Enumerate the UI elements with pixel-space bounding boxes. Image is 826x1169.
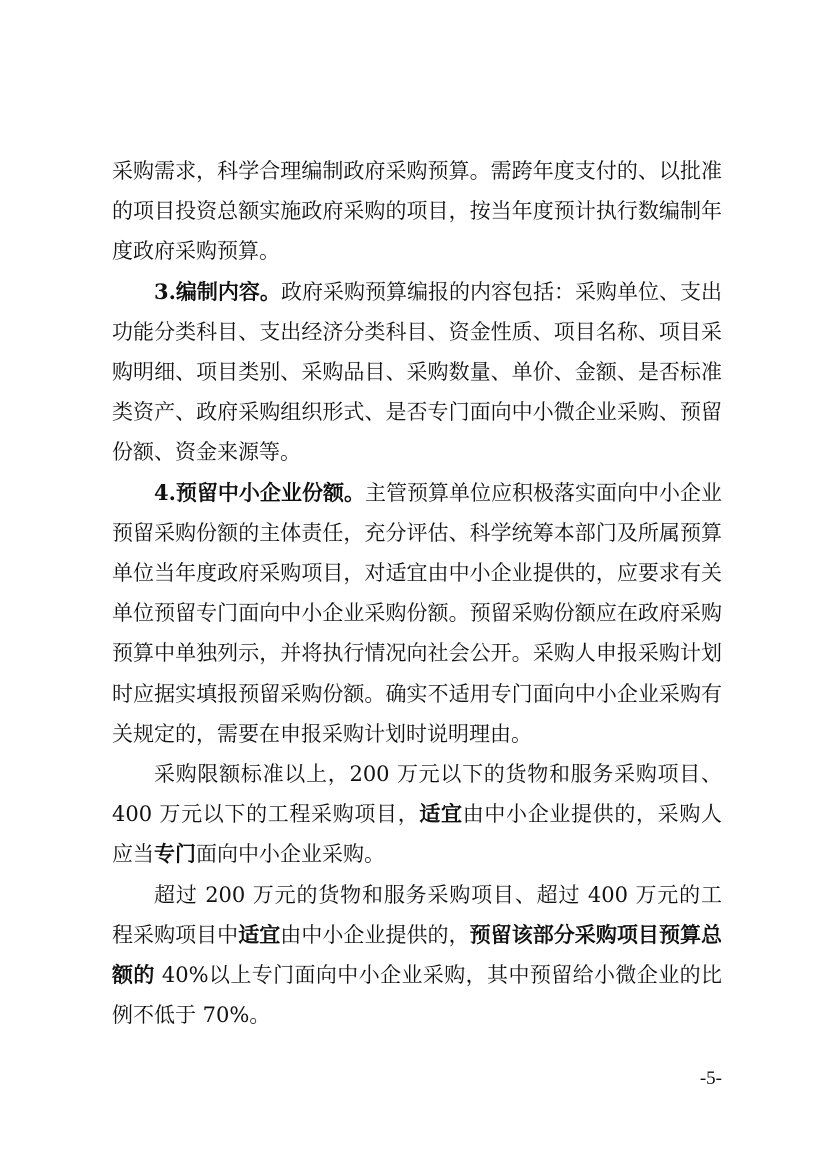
text-run: 主管预算单位应积极落实面向中小企业预留采购份额的主体责任，充分评估、科学统筹本部门及所属预算单位当年度政府采购项目，对适宜由中小企业提供的，应要求有关单位预留专门面向中小企业采购份额。预留采购份额应在政府采购预算中单独列示，并将执行情况向社会公开。采购人申报采购计划时应据实填报预留采购份额。确实不适用专门面向中小企业采购有关规定的，需要在申报采购计划时说明理由。 xyxy=(112,480,722,746)
paragraph-3 xyxy=(112,473,722,754)
paragraph-2 xyxy=(112,272,722,473)
text-run: 由中小企业提供的，采购人应当 xyxy=(112,802,722,867)
paragraph-1 xyxy=(112,151,722,272)
document-body xyxy=(112,151,722,1035)
section-heading-compile-content: 3.编制内容。 xyxy=(154,278,281,304)
paragraph-5 xyxy=(112,875,722,1036)
paragraph-4 xyxy=(112,754,722,875)
text-run: 由中小企业提供的， xyxy=(280,922,470,947)
text-run: 政府采购预算编报的内容包括：采购单位、支出功能分类科目、支出经济分类科目、资金性质、项目名称、项目采购明细、项目类别、采购品目、采购数量、单价、金额、是否标准类资产、政府采购组织形式、是否专门面向中小微企业采购、预留份额、资金来源等。 xyxy=(112,279,722,465)
text-run: 采购限额标准以上，200 万元以下的货物和服务采购项目、400 万元以下的工程采购项目， xyxy=(112,762,722,827)
text-run: 超过 200 万元的货物和服务采购项目、超过 400 万元的工程采购项目中 xyxy=(112,882,722,947)
text-run: 40%以上专门面向中小企业采购，其中预留给小微企业的比例不低于 70%。 xyxy=(112,963,722,1028)
text-run: 采购需求，科学合理编制政府采购预算。需跨年度支付的、以批准的项目投资总额实施政府采购的项目，按当年度预计执行数编制年度政府采购预算。 xyxy=(112,159,722,264)
bold-text-run: 预留该部分采购项目预算总额的 xyxy=(112,921,723,988)
bold-text-run: 适宜 xyxy=(419,801,463,827)
bold-text-run: 适宜 xyxy=(238,921,281,947)
text-run: 面向中小企业采购。 xyxy=(196,842,385,867)
page-number: -5- xyxy=(699,1068,722,1089)
bold-text-run: 专门 xyxy=(154,841,196,867)
section-heading-reserve-share: 4.预留中小企业份额。 xyxy=(154,479,365,505)
